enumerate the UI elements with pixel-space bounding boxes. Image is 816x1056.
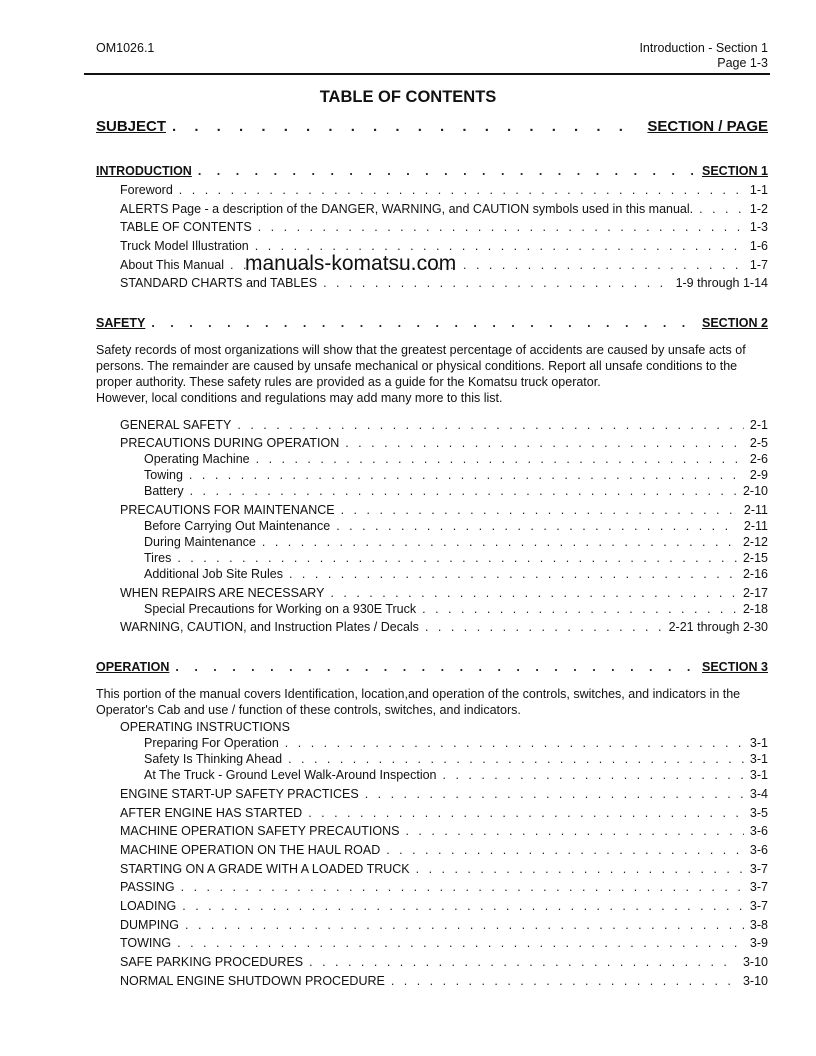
toc-entry[interactable] <box>120 806 768 820</box>
leader-dots <box>177 936 744 950</box>
toc-section-operation[interactable] <box>96 660 768 674</box>
leader-dots <box>386 843 744 857</box>
entry-page: 2-11 <box>743 519 768 533</box>
leader-dots <box>443 768 744 782</box>
entry-page: 1-3 <box>749 220 768 234</box>
leader-dots <box>341 503 738 517</box>
leader-dots <box>336 519 738 533</box>
leader-dots <box>391 974 737 988</box>
entry-page: 2-9 <box>749 468 768 482</box>
toc-subentry[interactable] <box>144 752 768 766</box>
entry-text: Safety Is Thinking Ahead <box>144 752 283 766</box>
entry-text: Towing <box>144 468 183 482</box>
entry-page: 3-6 <box>749 824 768 838</box>
entry-page: 3-8 <box>749 918 768 932</box>
entry-text: ALERTS Page - a description of the DANGER, WARNING, and CAUTION symbols used in this manual. <box>120 202 694 216</box>
leader-dots <box>189 468 744 482</box>
header-page: Page 1-3 <box>717 56 768 70</box>
toc-entry[interactable] <box>120 586 768 600</box>
entry-page: 3-1 <box>749 768 768 782</box>
leader-dots <box>177 551 737 565</box>
toc-entry[interactable] <box>120 418 768 432</box>
toc-entry[interactable] <box>120 824 768 838</box>
entry-page: 2-17 <box>742 586 768 600</box>
section-number: SECTION 1 <box>702 164 768 178</box>
toc-subentry[interactable] <box>144 551 768 565</box>
toc-entry[interactable] <box>120 899 768 913</box>
toc-subentry[interactable] <box>144 468 768 482</box>
entry-text: DUMPING <box>120 918 180 932</box>
toc-entry[interactable] <box>120 955 768 969</box>
leader-dots <box>175 660 696 674</box>
entry-text: NORMAL ENGINE SHUTDOWN PROCEDURE <box>120 974 385 988</box>
toc-subentry[interactable] <box>144 484 768 498</box>
entry-page: 3-9 <box>749 936 768 950</box>
entry-page: 1-2 <box>749 202 768 216</box>
leader-dots <box>181 880 744 894</box>
leader-dots <box>172 118 641 135</box>
entry-page: 1-7 <box>749 258 768 272</box>
entry-text: PRECAUTIONS FOR MAINTENANCE <box>120 503 335 517</box>
toc-entry[interactable] <box>120 862 768 876</box>
entry-text: PASSING <box>120 880 175 894</box>
toc-subentry[interactable] <box>144 768 768 782</box>
toc-entry[interactable] <box>120 787 768 801</box>
entry-page: 2-1 <box>749 418 768 432</box>
entry-text: About This Manual <box>120 258 224 272</box>
toc-entry[interactable] <box>120 276 768 290</box>
section-number: SECTION 3 <box>702 660 768 674</box>
leader-dots <box>416 862 744 876</box>
entry-text: Battery <box>144 484 184 498</box>
entry-page: 2-16 <box>742 567 768 581</box>
section-label: OPERATION <box>96 660 170 674</box>
page-title: TABLE OF CONTENTS <box>319 88 497 106</box>
toc-subentry[interactable] <box>144 452 768 466</box>
operating-instructions-heading: OPERATING INSTRUCTIONS <box>120 720 290 734</box>
toc-section-safety[interactable] <box>96 316 768 330</box>
page-header <box>639 41 768 71</box>
leader-dots <box>309 955 737 969</box>
entry-text: Truck Model Illustration <box>120 239 249 253</box>
entry-page: 2-5 <box>749 436 768 450</box>
entry-text: PRECAUTIONS DURING OPERATION <box>120 436 340 450</box>
toc-section-introduction[interactable] <box>96 164 768 178</box>
toc-entry[interactable] <box>120 936 768 950</box>
leader-dots <box>182 899 744 913</box>
entry-page: 3-7 <box>749 880 768 894</box>
leader-dots <box>330 586 737 600</box>
entry-page: 1-6 <box>749 239 768 253</box>
entry-text: At The Truck - Ground Level Walk-Around Inspection <box>144 768 437 782</box>
toc-entry[interactable] <box>120 503 768 517</box>
leader-dots <box>179 183 744 197</box>
entry-page: 2-11 <box>743 503 768 517</box>
leader-dots <box>699 202 744 216</box>
entry-text: MACHINE OPERATION SAFETY PRECAUTIONS <box>120 824 400 838</box>
toc-entry[interactable] <box>120 880 768 894</box>
section-number: SECTION 2 <box>702 316 768 330</box>
toc-subentry[interactable] <box>144 736 768 750</box>
safety-description-text: Safety records of most organizations will show that the greatest percentage of accidents are caused by unsafe acts of persons. The remainder are caused by unsafe mechanical or physical conditions. Report all unsafe conditions to the proper authority. These safety rules are provided as a guide for the Komatsu truck operator. <box>96 343 746 389</box>
toc-entry[interactable] <box>120 202 768 216</box>
leader-dots <box>323 276 670 290</box>
entry-page: 3-1 <box>749 752 768 766</box>
leader-dots <box>308 806 744 820</box>
toc-subentry[interactable] <box>144 519 768 533</box>
entry-text: Additional Job Site Rules <box>144 567 283 581</box>
toc-subentry[interactable] <box>144 567 768 581</box>
leader-dots <box>190 484 737 498</box>
subject-heading: SUBJECT <box>96 118 167 135</box>
toc-entry[interactable] <box>120 183 768 197</box>
section-label: SAFETY <box>96 316 146 330</box>
entry-page: 2-10 <box>742 484 768 498</box>
entry-text: Special Precautions for Working on a 930E Truck <box>144 602 417 616</box>
entry-text: SAFE PARKING PROCEDURES <box>120 955 304 969</box>
entry-page: 3-10 <box>742 955 768 969</box>
leader-dots <box>422 602 737 616</box>
leader-dots <box>425 620 663 634</box>
entry-text: MACHINE OPERATION ON THE HAUL ROAD <box>120 843 381 857</box>
toc-subentry[interactable] <box>144 535 768 549</box>
toc-entry[interactable] <box>120 620 768 634</box>
entry-text: Foreword <box>120 183 173 197</box>
leader-dots <box>262 535 737 549</box>
leader-dots <box>151 316 696 330</box>
entry-page: 3-5 <box>749 806 768 820</box>
leader-dots <box>185 918 744 932</box>
entry-text: LOADING <box>120 899 177 913</box>
header-section: Introduction - Section 1 <box>639 41 768 55</box>
entry-page: 3-4 <box>749 787 768 801</box>
entry-text: TOWING <box>120 936 172 950</box>
operation-description: This portion of the manual covers Identification, location,and operation of the controls, switches, and indicators in the Operator's Cab and use / function of these controls, switches, and indicators. <box>96 687 741 717</box>
entry-page: 3-10 <box>742 974 768 988</box>
toc-entry[interactable] <box>120 436 768 450</box>
toc-entry[interactable] <box>120 918 768 932</box>
leader-dots <box>288 752 744 766</box>
watermark: manuals-komatsu.com <box>245 252 457 275</box>
section-page-heading: SECTION / PAGE <box>647 118 768 135</box>
entry-page: 1-9 through 1-14 <box>675 276 768 290</box>
toc-column-headings <box>96 118 768 135</box>
entry-text: WARNING, CAUTION, and Instruction Plates / Decals <box>120 620 419 634</box>
entry-page: 2-21 through 2-30 <box>668 620 768 634</box>
leader-dots <box>258 220 744 234</box>
entry-page: 2-6 <box>749 452 768 466</box>
toc-entry[interactable] <box>120 239 768 253</box>
leader-dots <box>365 787 744 801</box>
entry-text: STARTING ON A GRADE WITH A LOADED TRUCK <box>120 862 410 876</box>
entry-page: 3-1 <box>749 736 768 750</box>
safety-description-text-2: However, local conditions and regulations may add many more to this list. <box>96 391 503 405</box>
entry-text: Tires <box>144 551 172 565</box>
entry-text: TABLE OF CONTENTS <box>120 220 252 234</box>
entry-text: During Maintenance <box>144 535 256 549</box>
entry-text: ENGINE START-UP SAFETY PRACTICES <box>120 787 359 801</box>
leader-dots <box>285 736 744 750</box>
entry-text: GENERAL SAFETY <box>120 418 232 432</box>
toc-entry[interactable] <box>120 974 768 988</box>
entry-page: 3-7 <box>749 862 768 876</box>
leader-dots <box>289 567 737 581</box>
entry-page: 2-12 <box>742 535 768 549</box>
leader-dots <box>405 824 743 838</box>
entry-text: Operating Machine <box>144 452 250 466</box>
section-label: INTRODUCTION <box>96 164 192 178</box>
leader-dots <box>345 436 744 450</box>
entry-page: 2-18 <box>742 602 768 616</box>
leader-dots <box>255 239 744 253</box>
entry-page: 3-6 <box>749 843 768 857</box>
toc-subentry[interactable] <box>144 602 768 616</box>
entry-text: Before Carrying Out Maintenance <box>144 519 331 533</box>
entry-text: STANDARD CHARTS and TABLES <box>120 276 318 290</box>
leader-dots <box>237 418 744 432</box>
entry-page: 1-1 <box>749 183 768 197</box>
entry-page: 2-15 <box>742 551 768 565</box>
entry-text: Preparing For Operation <box>144 736 279 750</box>
entry-text: WHEN REPAIRS ARE NECESSARY <box>120 586 325 600</box>
header-rule <box>84 73 770 75</box>
entry-text: AFTER ENGINE HAS STARTED <box>120 806 303 820</box>
toc-entry[interactable] <box>120 220 768 234</box>
toc-entry[interactable] <box>120 843 768 857</box>
entry-page: 3-7 <box>749 899 768 913</box>
safety-description <box>96 342 770 406</box>
doc-id: OM1026.1 <box>96 41 155 55</box>
leader-dots <box>256 452 744 466</box>
leader-dots <box>198 164 696 178</box>
